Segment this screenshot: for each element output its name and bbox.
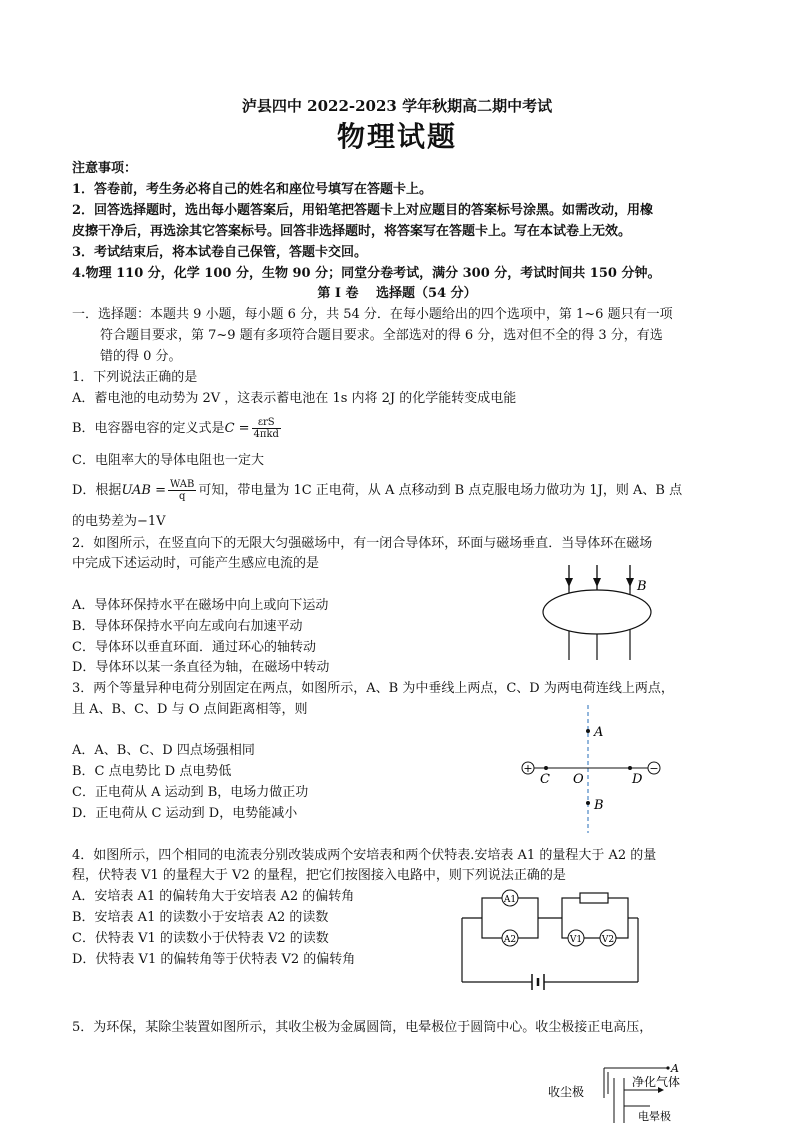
q1-option-d-text: D．根据 (72, 483, 122, 498)
q2-field-label: B (637, 579, 647, 594)
q4-stem: 程，伏特表 V1 的量程大于 V2 的量程，把它们按图接入电路中，则下列说法正确的是 (72, 868, 566, 883)
q3-point-o: O (573, 772, 584, 787)
q1-fraction-d (168, 479, 196, 502)
q1-frac-num: εrS (252, 417, 281, 429)
q2-stem: 2．如图所示，在竖直向下的无限大匀强磁场中，有一闭合导体环，环面与磁场垂直．当导体环在磁场 (72, 536, 653, 551)
q1-option-b-text: B．电容器电容的定义式是 (72, 421, 225, 436)
q4-voltmeter-v1: V1 (569, 935, 583, 945)
q1-fracd-den: q (178, 491, 186, 502)
q1-formula-c: C = (224, 421, 250, 436)
q5-dust-collector-figure (540, 1058, 700, 1123)
q1-option-d (72, 476, 682, 506)
q1-fracd-num: WAB (169, 479, 195, 490)
q2-magnetic-field-figure (535, 560, 665, 670)
q1-frac-den: 4πkd (253, 429, 279, 440)
q3-point-a: A (594, 725, 604, 740)
q3-minus-charge: − (649, 762, 659, 775)
q1-option-d-line2: 的电势差为−1V (72, 514, 166, 529)
exam-subtitle: 泸县四中 2022-2023 学年秋期高二期中考试 (241, 97, 553, 115)
q3-stem: 3．两个等量异种电荷分别固定在两点，如图所示，A、B 为中垂线上两点，C、D 为两电荷连线上两点， (72, 681, 674, 696)
section-intro: 符合题目要求，第 7~9 题有多项符合题目要求。全部选对的得 6 分，选对但不全的得 3 分，有选 (100, 328, 663, 343)
q1-stem: 1．下列说法正确的是 (72, 370, 198, 385)
q3-option-a: A．A、B、C、D 四点场强相同 (72, 743, 255, 758)
notice-item: 1．答卷前，考生务必将自己的姓名和座位号填写在答题卡上。 (72, 182, 433, 197)
q3-option-b: B．C 点电势比 D 点电势低 (72, 764, 232, 779)
q3-charges-figure (518, 705, 668, 835)
exam-title: 物理试题 (336, 120, 457, 153)
q4-option-b: B．安培表 A1 的读数小于安培表 A2 的读数 (72, 910, 329, 925)
q5-clean-gas-label: 净化气体 (632, 1075, 681, 1089)
notice-item: 2．回答选择题时，选出每小题答案后，用铅笔把答题卡上对应题目的答案标号涂黑。如需改动，用橡 (72, 203, 654, 218)
q1-option-a: A．蓄电池的电动势为 2V ，这表示蓄电池在 1s 内将 2J 的化学能转变成电能 (72, 391, 517, 406)
q5-stem: 5．为环保，某除尘装置如图所示，其收尘极为金属圆筒，电晕极位于圆筒中心。收尘极接正电高压， (72, 1020, 653, 1035)
q4-circuit-figure (460, 890, 650, 990)
q4-voltmeter-v2: V2 (601, 935, 615, 945)
q4-option-c: C．伏特表 V1 的读数小于伏特表 V2 的读数 (72, 931, 329, 946)
q3-option-c: C．正电荷从 A 运动到 B，电场力做正功 (72, 785, 309, 800)
q5-point-a: A (671, 1062, 679, 1075)
q2-option-a: A．导体环保持水平在磁场中向上或向下运动 (72, 598, 329, 613)
q3-stem: 且 A、B、C、D 与 O 点间距离相等，则 (72, 702, 308, 717)
q1-option-c: C．电阻率大的导体电阻也一定大 (72, 453, 264, 468)
q1-formula-u: UAB = (121, 483, 166, 498)
q2-option-d: D．导体环以某一条直径为轴，在磁场中转动 (72, 660, 330, 675)
notice-heading: 注意事项： (72, 161, 138, 176)
q1-option-b (72, 414, 283, 444)
notice-item: 皮擦干净后，再选涂其它答案标号。回答非选择题时，将答案写在答题卡上。写在本试卷上无效。 (72, 224, 632, 239)
q1-fraction (252, 417, 281, 440)
q2-stem: 中完成下述运动时，可能产生感应电流的是 (72, 556, 320, 571)
q5-corona-label: 电晕极 (638, 1110, 671, 1123)
notice-item: 4.物理 110 分，化学 100 分，生物 90 分；同堂分卷考试，满分 300 分，考试时间共 150 分钟。 (72, 266, 661, 281)
section-intro: 错的得 0 分。 (100, 349, 182, 364)
q4-option-a: A．安培表 A1 的偏转角大于安培表 A2 的偏转角 (72, 889, 355, 904)
q2-option-b: B．导体环保持水平向左或向右加速平动 (72, 619, 303, 634)
q4-stem: 4．如图所示，四个相同的电流表分别改装成两个安培表和两个伏特表.安培表 A1 的量程大于 A2 的量 (72, 848, 657, 863)
q1-option-d-post: 可知，带电量为 1C 正电荷，从 A 点移动到 B 点克服电场力做功为 1J，则 A、B 点 (198, 483, 683, 498)
q4-option-d: D．伏特表 V1 的偏转角等于伏特表 V2 的偏转角 (72, 952, 356, 967)
q5-collector-label: 收尘极 (548, 1085, 585, 1099)
q4-ammeter-a1: A1 (503, 895, 517, 905)
section-intro: 一．选择题：本题共 9 小题，每小题 6 分，共 54 分．在每小题给出的四个选项中，第 1~6 题只有一项 (72, 307, 673, 322)
notice-item: 3．考试结束后，将本试卷自己保管，答题卡交回。 (72, 245, 368, 260)
q4-ammeter-a2: A2 (503, 935, 517, 945)
q3-point-d: D (632, 772, 643, 787)
q3-point-b: B (594, 798, 604, 813)
q3-plus-charge: + (523, 762, 533, 775)
q3-option-d: D．正电荷从 C 运动到 D，电势能减小 (72, 806, 298, 821)
q3-point-c: C (540, 772, 550, 787)
section-title: 第 I 卷 选择题（54 分） (317, 286, 477, 301)
q2-option-c: C．导体环以垂直环面．通过环心的轴转动 (72, 640, 316, 655)
